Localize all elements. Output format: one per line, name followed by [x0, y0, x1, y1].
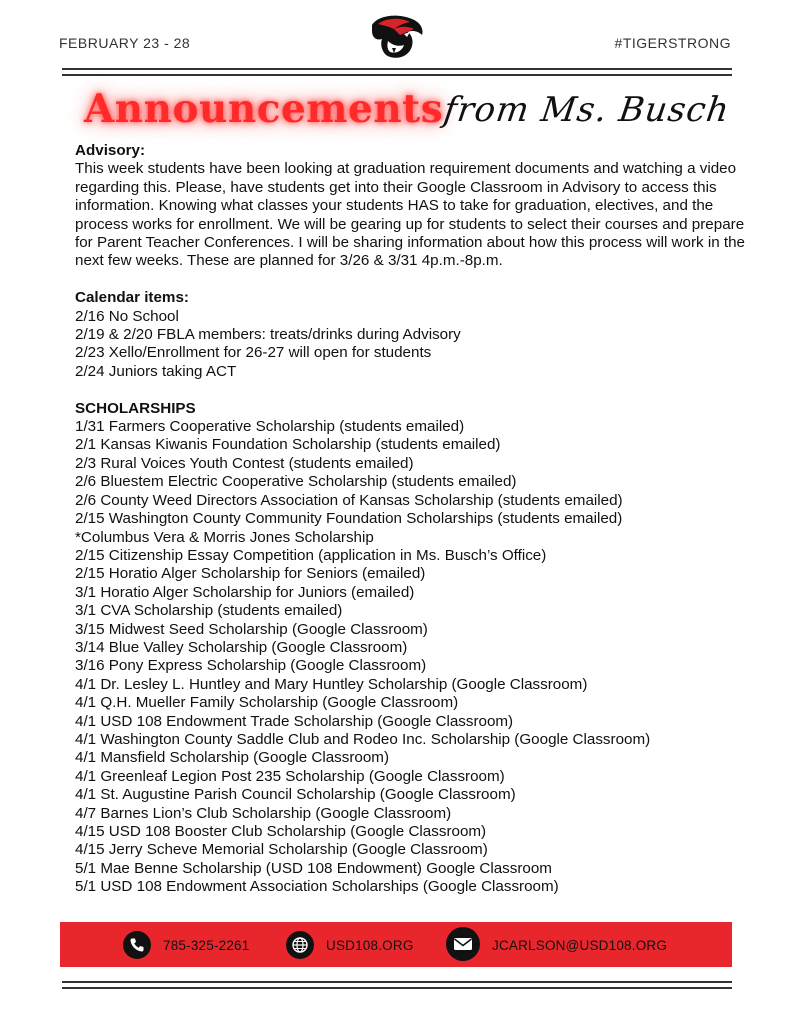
scholarship-item: 3/1 Horatio Alger Scholarship for Juniors (emailed)	[75, 583, 415, 601]
scholarship-item: 4/7 Barnes Lion’s Club Scholarship (Google Classroom)	[75, 804, 452, 822]
email-icon	[446, 927, 480, 961]
calendar-item: 2/24 Juniors taking ACT	[75, 362, 237, 380]
scholarship-item: 4/1 St. Augustine Parish Council Scholarship (Google Classroom)	[75, 786, 516, 804]
scholarship-item: 3/15 Midwest Seed Scholarship (Google Classroom)	[75, 620, 428, 638]
scholarship-item: 4/1 Washington County Saddle Club and Rodeo Inc. Scholarship (Google Classroom)	[75, 730, 651, 748]
advisory-heading: Advisory:	[75, 142, 146, 159]
phone-number: 785-325-2261	[163, 937, 250, 953]
scholarship-item: 5/1 Mae Benne Scholarship (USD 108 Endowment) Google Classroom	[75, 859, 552, 877]
scholarship-item: 2/15 Citizenship Essay Competition (application in Ms. Busch’s Office)	[75, 546, 547, 564]
globe-icon	[286, 931, 314, 959]
scholarship-item: 4/1 Greenleaf Legion Post 235 Scholarship (Google Classroom)	[75, 767, 505, 785]
scholarship-list	[75, 418, 765, 897]
email-contact[interactable]	[446, 930, 667, 960]
top-divider-2	[62, 74, 732, 76]
scholarship-item: *Columbus Vera & Morris Jones Scholarship	[75, 528, 374, 546]
calendar-item: 2/19 & 2/20 FBLA members: treats/drinks during Advisory	[75, 326, 461, 344]
phone-contact[interactable]	[123, 930, 249, 960]
tiger-head-icon	[364, 11, 426, 61]
advisory-text: This week students have been looking at graduation requirement documents and watching a video regarding this. Please, have students get into their Google Classroom in Advisory to access this information. Knowing what classes your students HAS to take for graduation, electives, and the process works for enrollment. We will be gearing up for students to select their courses and prepare for Parent Teacher Conferences. I will be sharing information about how this process will work in the next few weeks. These are planned for 3/26 & 3/31 4p.m.-8p.m.	[75, 160, 745, 270]
email-address: JCARLSON@USD108.ORG	[492, 937, 668, 953]
contact-bar	[60, 922, 732, 967]
scholarship-item: 4/1 USD 108 Endowment Trade Scholarship (Google Classroom)	[75, 712, 514, 730]
phone-icon	[123, 931, 151, 959]
bottom-divider-2	[62, 987, 732, 989]
website-contact[interactable]	[286, 930, 414, 960]
calendar-heading: Calendar items:	[75, 289, 189, 307]
scholarship-item: 2/15 Washington County Community Foundation Scholarships (students emailed)	[75, 510, 623, 528]
scholarship-item: 3/1 CVA Scholarship (students emailed)	[75, 602, 343, 620]
scholarship-item: 3/16 Pony Express Scholarship (Google Classroom)	[75, 657, 427, 675]
website-url: USD108.ORG	[326, 937, 414, 953]
scholarship-item: 2/6 Bluestem Electric Cooperative Scholarship (students emailed)	[75, 473, 517, 491]
calendar-item: 2/16 No School	[75, 307, 179, 325]
announcement-body	[75, 142, 765, 897]
page-title: Announcements	[84, 86, 444, 132]
date-range: FEBRUARY 23 - 28	[59, 35, 191, 51]
scholarships-heading: SCHOLARSHIPS	[75, 399, 196, 417]
signature: from Ms. Busch	[441, 90, 733, 130]
calendar-list	[75, 308, 765, 382]
scholarship-item: 4/15 Jerry Scheve Memorial Scholarship (Google Classroom)	[75, 841, 488, 859]
scholarship-item: 2/15 Horatio Alger Scholarship for Seniors (emailed)	[75, 565, 426, 583]
scholarship-item: 1/31 Farmers Cooperative Scholarship (students emailed)	[75, 418, 465, 436]
hashtag: #TIGERSTRONG	[614, 35, 731, 51]
scholarship-item: 2/1 Kansas Kiwanis Foundation Scholarship (students emailed)	[75, 436, 501, 454]
scholarship-item: 5/1 USD 108 Endowment Association Scholarships (Google Classroom)	[75, 878, 559, 896]
scholarship-item: 4/1 Dr. Lesley L. Huntley and Mary Huntley Scholarship (Google Classroom)	[75, 675, 588, 693]
scholarship-item: 4/1 Q.H. Mueller Family Scholarship (Google Classroom)	[75, 694, 459, 712]
scholarship-item: 4/1 Mansfield Scholarship (Google Classroom)	[75, 749, 390, 767]
scholarship-item: 2/6 County Weed Directors Association of Kansas Scholarship (students emailed)	[75, 491, 623, 509]
top-divider	[62, 68, 732, 70]
scholarship-item: 2/3 Rural Voices Youth Contest (students emailed)	[75, 454, 414, 472]
scholarship-item: 3/14 Blue Valley Scholarship (Google Classroom)	[75, 638, 408, 656]
calendar-item: 2/23 Xello/Enrollment for 26-27 will open for students	[75, 344, 432, 362]
bottom-divider	[62, 981, 732, 983]
scholarship-item: 4/15 USD 108 Booster Club Scholarship (Google Classroom)	[75, 823, 487, 840]
